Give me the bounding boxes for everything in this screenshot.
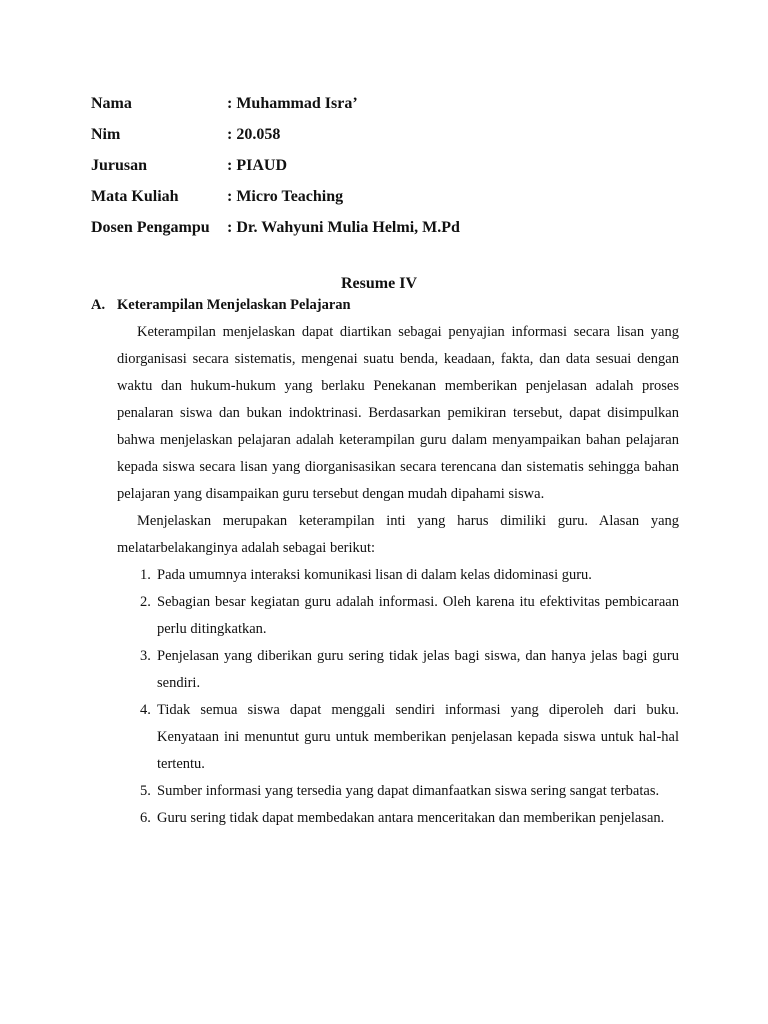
list-text: Pada umumnya interaksi komunikasi lisan di dalam kelas didominasi guru. [157,567,592,583]
identity-value: : Muhammad Isra’ [227,95,358,112]
list-number: 1. [140,567,151,583]
identity-value: : PIAUD [227,157,287,174]
list-text: Guru sering tidak dapat membedakan antara menceritakan dan memberikan penjelasan. [157,810,665,826]
section-heading [91,294,679,316]
identity-value: : Dr. Wahyuni Mulia Helmi, M.Pd [227,219,460,236]
document-title: Resume IV [341,275,417,292]
list-text: Sumber informasi yang tersedia yang dapat dimanfaatkan siswa sering sangat terbatas. [157,783,660,799]
list-text: Penjelasan yang diberikan guru sering tidak jelas bagi siswa, dan hanya jelas bagi guru sendiri. [157,648,679,691]
list-number: 6. [140,810,151,826]
section-heading-text: Keterampilan Menjelaskan Pelajaran [117,297,351,313]
paragraph: Menjelaskan merupakan keterampilan inti yang harus dimiliki guru. Alasan yang melatarbelakanginya adalah sebagai berikut: [117,513,679,556]
section-body [117,319,679,832]
list-item [117,643,679,697]
list-item [117,589,679,643]
identity-label: Dosen Pengampu [91,219,210,236]
identity-block [91,93,691,248]
identity-row-mata-kuliah [91,186,691,217]
identity-row-jurusan [91,155,691,186]
list-text: Sebagian besar kegiatan guru adalah informasi. Oleh karena itu efektivitas pembicaraan perlu ditingkatkan. [157,594,679,637]
identity-label: Jurusan [91,157,148,174]
identity-value: : Micro Teaching [227,188,344,205]
list-item [117,697,679,778]
list-item [117,805,679,832]
section-letter: A. [91,297,106,313]
identity-label: Nama [91,95,132,112]
list-number: 3. [140,648,151,664]
reasons-list [117,562,679,832]
paragraph: Keterampilan menjelaskan dapat diartikan sebagai penyajian informasi secara lisan yang diorganisasi secara sistematis, mengenai suatu benda, keadaan, fakta, dan data sesuai dengan waktu dan hukum-hukum yang berlaku Penekanan memberikan penjelasan adalah proses penalaran siswa dan bukan indoktrinasi. Berdasarkan pemikiran tersebut, dapat disimpulkan bahwa menjelaskan pelajaran adalah keterampilan guru dalam menyampaikan bahan pelajaran kepada siswa secara lisan yang diorganisasikan secara terencana dan sistematis sehingga bahan pelajaran yang disampaikan guru tersebut dengan mudah dipahami siswa. [117,324,679,502]
list-item [117,562,679,589]
identity-label: Mata Kuliah [91,188,179,205]
identity-row-nim [91,124,691,155]
list-number: 4. [140,702,151,718]
identity-label: Nim [91,126,121,143]
list-text: Tidak semua siswa dapat menggali sendiri informasi yang diperoleh dari buku. Kenyataan ini menuntut guru untuk memberikan penjelasan kepada siswa untuk hal-hal tertentu. [157,702,679,772]
identity-value: : 20.058 [227,126,281,143]
list-number: 5. [140,783,151,799]
identity-row-dosen [91,217,691,248]
list-number: 2. [140,594,151,610]
list-item [117,778,679,805]
identity-row-name [91,93,691,124]
